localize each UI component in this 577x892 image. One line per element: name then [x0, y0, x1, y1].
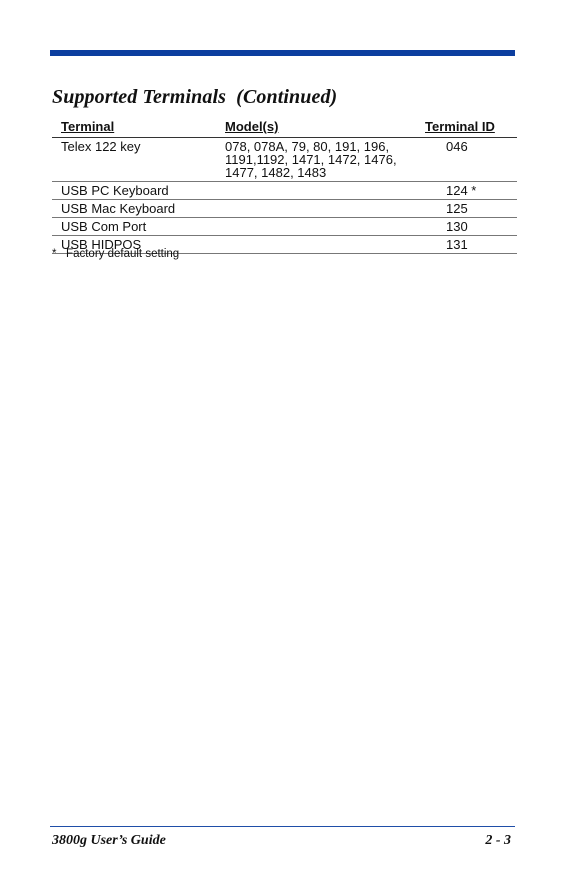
- models-cell: [225, 200, 425, 218]
- footnote: * Factory default setting: [52, 248, 180, 260]
- models-cell: [225, 236, 425, 254]
- column-header-terminal-id: Terminal ID: [425, 118, 517, 138]
- table-row: [52, 218, 517, 236]
- footer-guide-title: 3800g User’s Guide: [52, 833, 166, 848]
- models-cell: [225, 218, 425, 236]
- terminal-cell: USB Mac Keyboard: [52, 200, 225, 218]
- footer-page-number: 2 - 3: [485, 833, 511, 848]
- terminal-id-cell: 131: [425, 236, 517, 254]
- table-row: [52, 200, 517, 218]
- supported-terminals-table: [52, 118, 517, 254]
- column-header-terminal: Terminal: [52, 118, 225, 138]
- table-row: [52, 182, 517, 200]
- column-header-models: Model(s): [225, 118, 425, 138]
- top-accent-bar: [50, 50, 515, 56]
- table-header-row: [52, 118, 517, 138]
- section-title: Supported Terminals (Continued): [52, 86, 338, 108]
- terminal-cell: USB PC Keyboard: [52, 182, 225, 200]
- table-row: [52, 138, 517, 182]
- terminal-cell: Telex 122 key: [52, 138, 225, 182]
- models-cell: 078, 078A, 79, 80, 191, 196, 1191,1192, 1471, 1472, 1476, 1477, 1482, 1483: [225, 138, 425, 182]
- terminal-id-cell: 124 *: [425, 182, 517, 200]
- models-cell: [225, 182, 425, 200]
- terminal-cell: USB Com Port: [52, 218, 225, 236]
- terminal-id-cell: 130: [425, 218, 517, 236]
- terminal-id-cell: 046: [425, 138, 517, 182]
- footer-rule: [50, 826, 515, 827]
- terminal-cell: USB HIDPOS: [52, 236, 225, 254]
- terminal-id-cell: 125: [425, 200, 517, 218]
